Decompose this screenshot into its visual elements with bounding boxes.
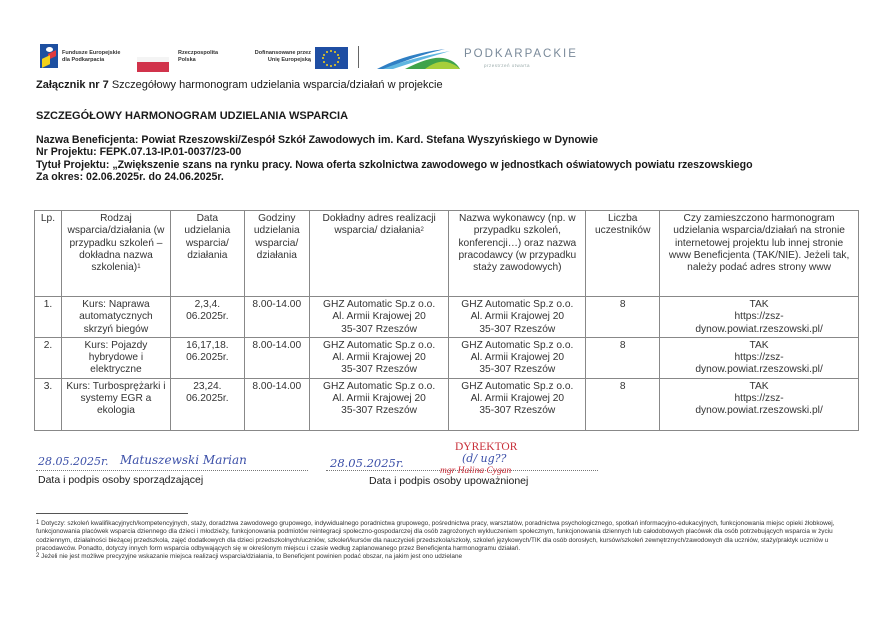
director-stamp-name: mgr Halina Cygan	[440, 466, 512, 476]
address-line: 35-307 Rzeszów	[341, 405, 418, 417]
cell-contractor	[449, 297, 586, 338]
published-flag: TAK	[749, 380, 769, 392]
signature-line-left	[36, 469, 308, 471]
footnote-2	[36, 553, 846, 561]
footnote-1-text: Dotyczy: szkoleń kwalifikacyjnych/kompetencyjnych, staży, doradztwa zawodowego grupowego, indywidualnego poradnictwa grupowego, pośrednictwa pracy, warsztatów, poradnictwa psychologicznego, spotkań informacyjno-edukacyjnych, funkcjonowania miejsc opieki żłobkowej, funkcjonowania placówek wsparcia dziennego dla dzieci i młodzieży, funkcjonowania podmiotów reintegracji społeczno-gospodarczej dla osób zagrożonych wykluczeniem społecznym, funkcjonowania dziennych lub całodobowych placówek dla osób potrzebujących wsparcia w życiu codziennym, działalności bieżącej przedszkola, zajęć dodatkowych dla dzieci przedszkolnych/uczniów, szkoleń/kursów dla nauczycieli przedszkola/szkoły, szkoleń językowych/TIK dla osób dorosłych, kursów/szkoleń zewnętrznych/zawodowych dla uczniów, staży/praktyk uczniów u pracodawców. Ponadto, dotyczy innych form wsparcia odbywających się w określonym miejscu i czasie według zaplanowanego przez Beneficjenta harmonogramu działań.	[36, 520, 835, 552]
address-line: GHZ Automatic Sp.z o.o.	[323, 339, 436, 351]
podkarpackie-swoosh-icon	[375, 46, 460, 70]
cell-lp: 2.	[35, 337, 62, 378]
project-meta	[36, 134, 753, 184]
footnote-2-mark: 2	[36, 553, 40, 560]
table-row	[35, 378, 859, 430]
website-link[interactable]: https://zsz-	[734, 393, 784, 405]
fe-logo-text	[62, 50, 120, 64]
date-days: 16,17,18.	[186, 339, 229, 351]
logo-divider	[358, 46, 359, 68]
header-type-text: Rodzaj wsparcia/działania (w przypadku szkoleń – dokładna nazwa szkolenia)	[67, 213, 165, 274]
header-date: Data udzielania wsparcia/ działania	[170, 211, 244, 297]
document-title: SZCZEGÓŁOWY HARMONOGRAM UDZIELANIA WSPARCIA	[36, 110, 349, 122]
table-row	[35, 297, 859, 338]
rp-logo-line-1: Rzeczpospolita	[178, 50, 219, 56]
eu-logo-line-2: Unię Europejską	[267, 57, 311, 63]
podkarpackie-tagline: przestrzeń otwarta	[484, 63, 531, 68]
address-line: 35-307 Rzeszów	[341, 364, 418, 376]
footnote-separator	[36, 513, 188, 514]
website-link[interactable]: dynow.powiat.rzeszowski.pl/	[695, 323, 823, 335]
website-link[interactable]: dynow.powiat.rzeszowski.pl/	[695, 364, 823, 376]
footnote-ref-2[interactable]: 2	[420, 227, 424, 234]
poland-flag-icon	[137, 57, 169, 72]
header-address-text: Dokładny adres realizacji wsparcia/ działania	[322, 213, 436, 237]
director-signature: (d/ ug??	[462, 452, 507, 465]
schedule-table	[34, 210, 859, 431]
director-stamp-title: DYREKTOR	[455, 441, 518, 453]
contractor-line: 35-307 Rzeszów	[479, 405, 556, 417]
cell-date	[170, 337, 244, 378]
footnote-1-mark: 1	[36, 520, 40, 526]
cell-address	[309, 337, 449, 378]
rp-logo-text	[178, 50, 218, 64]
cell-contractor	[449, 337, 586, 378]
cell-published	[660, 337, 859, 378]
table-row	[35, 337, 859, 378]
fe-logo-line-2: dla Podkarpacia	[62, 57, 105, 63]
cell-contractor	[449, 378, 586, 430]
header-participants: Liczba uczestników	[586, 211, 660, 297]
project-number: Nr Projektu: FEPK.07.13-IP.01-0037/23-00	[36, 146, 242, 159]
cell-participants: 8	[586, 378, 660, 430]
date-month: 06.2025r.	[186, 311, 229, 323]
header-address	[309, 211, 449, 297]
header-hours: Godziny udzielania wsparcia/ działania	[244, 211, 309, 297]
contractor-line: 35-307 Rzeszów	[479, 364, 556, 376]
cell-published	[660, 297, 859, 338]
footnote-ref-1[interactable]: 1	[137, 264, 141, 271]
right-signature-label: Data i podpis osoby upoważnionej	[369, 475, 529, 487]
fe-logo-icon	[40, 44, 58, 68]
cell-participants: 8	[586, 297, 660, 338]
date-month: 06.2025r.	[186, 352, 229, 364]
contractor-line: Al. Armii Krajowej 20	[470, 352, 565, 364]
address-line: Al. Armii Krajowej 20	[332, 352, 426, 364]
cell-address	[309, 378, 449, 430]
logo-bar	[40, 42, 578, 72]
address-line: GHZ Automatic Sp.z o.o.	[323, 380, 436, 392]
date-month: 06.2025r.	[186, 393, 229, 405]
address-line: GHZ Automatic Sp.z o.o.	[323, 299, 436, 310]
contractor-line: Al. Armii Krajowej 20	[470, 311, 565, 323]
contractor-line: Al. Armii Krajowej 20	[470, 393, 565, 405]
cell-type: Kurs: Turbosprężarki i systemy EGR a ekologia	[61, 378, 170, 430]
reporting-period: Za okres: 02.06.2025r. do 24.06.2025r.	[36, 171, 224, 184]
eu-logo-line-1: Dofinansowane przez	[254, 50, 311, 56]
cell-hours: 8.00-14.00	[244, 297, 309, 338]
published-flag: TAK	[749, 299, 769, 310]
footnote-2-text: Jeżeli nie jest możliwe precyzyjne wskazanie miejsca realizacji wsparcia/działania, to Beneficjent powinien podać obszar, na jakim jest ono udzielane	[41, 553, 463, 561]
rp-logo-line-2: Polska	[178, 57, 196, 63]
cell-lp: 3.	[35, 378, 62, 430]
website-link[interactable]: https://zsz-	[734, 311, 784, 323]
right-signature-date: 28.05.2025r.	[330, 456, 404, 470]
website-link[interactable]: dynow.powiat.rzeszowski.pl/	[695, 405, 823, 417]
annex-heading	[36, 79, 443, 91]
annex-text: Szczegółowy harmonogram udzielania wsparcia/działań w projekcie	[108, 79, 443, 91]
cell-date	[170, 378, 244, 430]
table-header-row	[35, 211, 859, 297]
header-published: Czy zamieszczono harmonogram udzielania wsparcia/działań na stronie internetowej projektu lub innej stronie www Beneficjenta (TAK/NIE). Jeżeli tak, należy podać adres strony www	[660, 211, 859, 297]
cell-type: Kurs: Naprawa automatycznych skrzyń biegów	[61, 297, 170, 338]
contractor-line: 35-307 Rzeszów	[479, 323, 556, 335]
footnote-1	[36, 520, 846, 553]
address-line: 35-307 Rzeszów	[341, 323, 418, 335]
cell-hours: 8.00-14.00	[244, 378, 309, 430]
project-title: Tytuł Projektu: „Zwiększenie szans na rynku pracy. Nowa oferta szkolnictwa zawodowego w jednostkach oświatowych powiatu rzeszowskiego	[36, 158, 753, 171]
annex-number: Załącznik nr 7	[36, 79, 109, 91]
cell-date	[170, 297, 244, 338]
cell-address	[309, 297, 449, 338]
eu-flag-icon	[315, 47, 348, 69]
cell-type: Kurs: Pojazdy hybrydowe i elektryczne	[61, 337, 170, 378]
cell-published	[660, 378, 859, 430]
beneficiary-name: Nazwa Beneficjenta: Powiat Rzeszowski/Zespół Szkół Zawodowych im. Kard. Stefana Wyszyńskiego w Dynowie	[36, 134, 599, 146]
date-days: 23,24.	[193, 380, 222, 392]
header-type	[61, 211, 170, 297]
date-days: 2,3,4.	[194, 299, 221, 310]
header-contractor: Nazwa wykonawcy (np. w przypadku szkoleń, konferencji…) oraz nazwa pracodawcy (w przypadku staży zawodowych)	[449, 211, 586, 297]
cell-lp: 1.	[35, 297, 62, 338]
fe-logo-line-1: Fundusze Europejskie	[62, 50, 121, 56]
footnotes	[36, 520, 846, 561]
left-signature-date: 28.05.2025r.	[38, 455, 109, 468]
website-link[interactable]: https://zsz-	[734, 352, 784, 364]
address-line: Al. Armii Krajowej 20	[332, 311, 426, 323]
header-lp: Lp.	[35, 211, 62, 297]
contractor-line: GHZ Automatic Sp.z o.o.	[461, 339, 574, 351]
contractor-line: GHZ Automatic Sp.z o.o.	[461, 299, 574, 310]
podkarpackie-logo-text: PODKARPACKIE	[464, 48, 578, 60]
contractor-line: GHZ Automatic Sp.z o.o.	[461, 380, 574, 392]
cell-hours: 8.00-14.00	[244, 337, 309, 378]
eu-logo-text	[245, 50, 311, 64]
left-signature: Matuszewski Marian	[120, 453, 247, 467]
left-signature-label: Data i podpis osoby sporządzającej	[38, 474, 204, 486]
address-line: Al. Armii Krajowej 20	[332, 393, 426, 405]
published-flag: TAK	[749, 339, 769, 351]
cell-participants: 8	[586, 337, 660, 378]
